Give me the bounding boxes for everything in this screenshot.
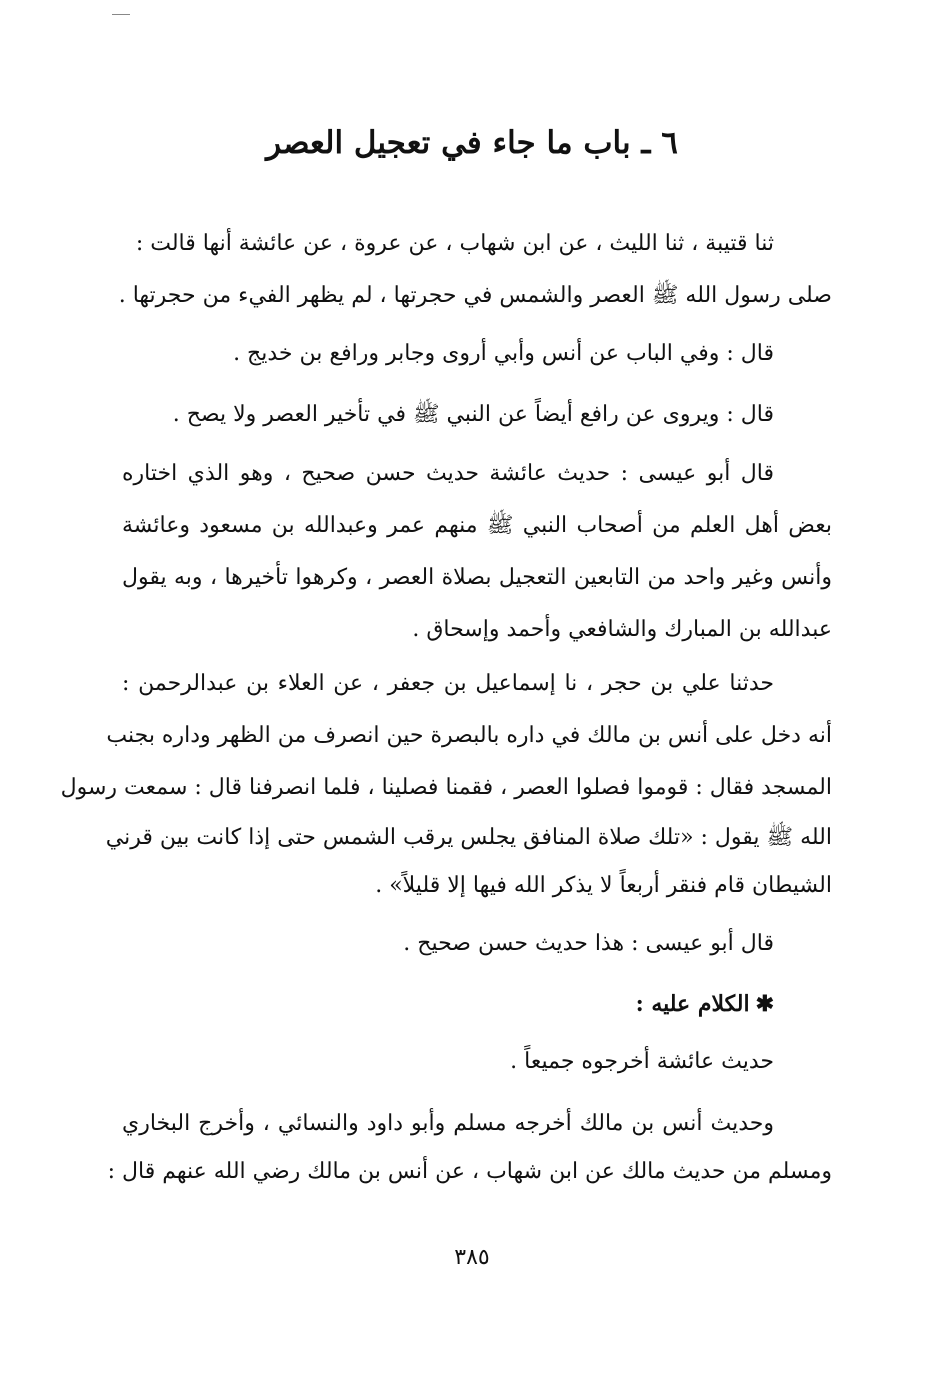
text-line-3: قال : وفي الباب عن أنس وأبي أروى وجابر ورافع بن خديج . [233, 341, 774, 366]
page-number: ٣٨٥ [454, 1245, 490, 1270]
text-line-16: وحديث أنس بن مالك أخرجه مسلم وأبو داود والنسائي ، وأخرج البخاري [122, 1111, 774, 1136]
commentary-heading-text: الكلام عليه : [635, 991, 750, 1017]
chapter-title: ٦ ـ باب ما جاء في تعجيل العصر [266, 125, 678, 161]
asterisk-icon: ✱ [755, 991, 774, 1017]
text-line-15: حديث عائشة أخرجوه جميعاً . [510, 1049, 774, 1074]
commentary-heading [636, 984, 774, 1024]
text-line-10: أنه دخل على أنس بن مالك في داره بالبصرة حين انصرف من الظهر وداره بجنب [106, 723, 832, 748]
text-line-9: حدثنا علي بن حجر ، نا إسماعيل بن جعفر ، عن العلاء بن عبدالرحمن : [122, 671, 774, 696]
text-line-13: الشيطان قام فنقر أربعاً لا يذكر الله فيها إلا قليلاً» . [375, 873, 832, 898]
text-line-6: بعض أهل العلم من أصحاب النبي ﷺ منهم عمر وعبدالله بن مسعود وعائشة [122, 513, 832, 538]
text-line-7: وأنس وغير واحد من التابعين التعجيل بصلاة العصر ، وكرهوا تأخيرها ، وبه يقول [122, 565, 832, 590]
text-line-4: قال : ويروى عن رافع أيضاً عن النبي ﷺ في تأخير العصر ولا يصح . [172, 402, 774, 427]
text-line-17: ومسلم من حديث مالك عن ابن شهاب ، عن أنس بن مالك رضي الله عنهم قال : [107, 1159, 832, 1184]
text-line-8: عبدالله بن المبارك والشافعي وأحمد وإسحاق . [412, 617, 832, 642]
corner-mark [112, 14, 130, 15]
text-line-1: ثنا قتيبة ، ثنا الليث ، عن ابن شهاب ، عن عروة ، عن عائشة أنها قالت : [135, 231, 774, 256]
text-line-14: قال أبو عيسى : هذا حديث حسن صحيح . [403, 931, 774, 956]
text-line-11: المسجد فقال : قوموا فصلوا العصر ، فقمنا فصلينا ، فلما انصرفنا قال : سمعت رسول [60, 775, 832, 800]
text-line-12: الله ﷺ يقول : «تلك صلاة المنافق يجلس يرقب الشمس حتى إذا كانت بين قرني [105, 825, 832, 850]
text-line-2: صلى رسول الله ﷺ العصر والشمس في حجرتها ، لم يظهر الفيء من حجرتها . [118, 283, 832, 308]
text-line-5: قال أبو عيسى : حديث عائشة حديث حسن صحيح ، وهو الذي اختاره [122, 461, 774, 486]
